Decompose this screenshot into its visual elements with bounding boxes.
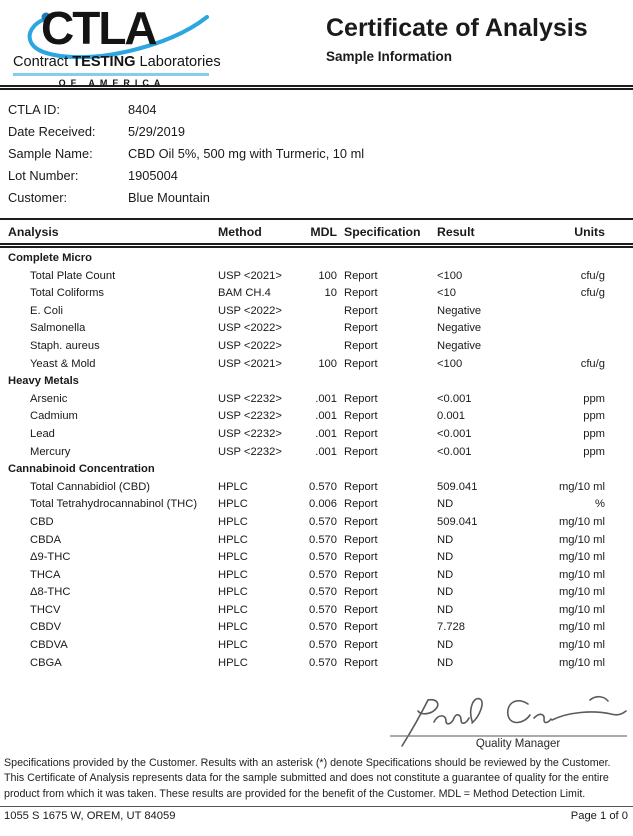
field-value: 1905004 (128, 168, 178, 183)
cell-spec: Report (344, 603, 378, 616)
cell-mdl: 0.570 (309, 533, 337, 546)
cell-result: ND (437, 551, 454, 564)
cell-analysis: Total Coliforms (30, 287, 104, 300)
lab-address: 1055 S 1675 W, OREM, UT 84059 (4, 810, 176, 822)
cell-result: 0.001 (437, 410, 465, 423)
cell-spec: Report (344, 586, 378, 599)
cell-result: 509.041 (437, 515, 478, 528)
cell-units: mg/10 ml (558, 551, 605, 564)
cell-analysis: Cadmium (30, 410, 78, 423)
cell-result: ND (437, 586, 454, 599)
cell-mdl: 0.570 (309, 480, 337, 493)
table-row (0, 655, 633, 673)
cell-analysis: Yeast & Mold (30, 357, 96, 370)
cell-method: HPLC (218, 498, 248, 511)
table-row (0, 303, 633, 321)
cell-analysis: CBGA (30, 656, 62, 669)
cell-analysis: Salmonella (30, 322, 86, 335)
sample-info-row (8, 99, 628, 121)
cell-spec: Report (344, 480, 378, 493)
col-header-analysis: Analysis (8, 225, 59, 239)
table-body (0, 250, 633, 672)
page-subtitle: Sample Information (326, 49, 453, 64)
cell-spec: Report (344, 445, 378, 458)
cell-method: USP <2022> (218, 322, 282, 335)
footer-divider (0, 806, 633, 807)
cell-spec: Report (344, 515, 378, 528)
cell-method: USP <2232> (218, 392, 282, 405)
table-row (0, 584, 633, 602)
cell-analysis: CBDA (30, 533, 62, 546)
cell-units: mg/10 ml (558, 621, 605, 634)
col-header-method: Method (218, 225, 262, 239)
cell-units: ppm (583, 410, 605, 423)
field-value: 5/29/2019 (128, 124, 185, 139)
table-row (0, 285, 633, 303)
cell-units: mg/10 ml (558, 568, 605, 581)
cell-units: mg/10 ml (558, 639, 605, 652)
tagline-pre: Contract (13, 54, 73, 70)
field-label: CTLA ID: (8, 102, 60, 117)
cell-mdl: 0.570 (309, 515, 337, 528)
cell-units: cfu/g (580, 357, 605, 370)
field-value: 8404 (128, 102, 157, 117)
table-section-row (0, 461, 633, 479)
cell-result: ND (437, 568, 454, 581)
cell-method: USP <2022> (218, 304, 282, 317)
cell-analysis: Arsenic (30, 392, 68, 405)
cell-analysis: Lead (30, 427, 55, 440)
cell-mdl: 0.570 (309, 621, 337, 634)
cell-units: mg/10 ml (558, 480, 605, 493)
cell-units: ppm (583, 392, 605, 405)
cell-mdl: 0.570 (309, 639, 337, 652)
cell-result: <0.001 (437, 445, 472, 458)
cell-spec: Report (344, 551, 378, 564)
cell-method: HPLC (218, 639, 248, 652)
cell-analysis: Total Tetrahydrocannabinol (THC) (30, 498, 198, 511)
cell-result: Negative (437, 339, 482, 352)
tagline-post: Laboratories (135, 54, 221, 70)
table-row (0, 356, 633, 374)
cell-spec: Report (344, 392, 378, 405)
cell-mdl: 0.006 (309, 498, 337, 511)
table-section-row (0, 250, 633, 268)
field-value: CBD Oil 5%, 500 mg with Turmeric, 10 ml (128, 146, 365, 161)
cell-method: USP <2232> (218, 427, 282, 440)
col-header-result: Result (437, 225, 475, 239)
cell-mdl: 100 (318, 357, 337, 370)
field-label: Customer: (8, 190, 68, 205)
cell-mdl: .001 (315, 445, 337, 458)
cell-spec: Report (344, 410, 378, 423)
cell-analysis: Complete Micro (8, 252, 92, 264)
cell-analysis: E. Coli (30, 304, 63, 317)
cell-method: USP <2021> (218, 269, 282, 282)
table-section-row (0, 373, 633, 391)
cell-result: ND (437, 533, 454, 546)
cell-method: HPLC (218, 515, 248, 528)
cell-method: HPLC (218, 480, 248, 493)
field-label: Lot Number: (8, 168, 79, 183)
cell-spec: Report (344, 621, 378, 634)
cell-method: HPLC (218, 656, 248, 669)
cell-spec: Report (344, 304, 378, 317)
cell-result: <10 (437, 287, 456, 300)
cell-method: HPLC (218, 603, 248, 616)
table-row (0, 391, 633, 409)
cell-spec: Report (344, 287, 378, 300)
tagline-bold: TESTING (72, 54, 136, 70)
table-row (0, 320, 633, 338)
cell-units: mg/10 ml (558, 533, 605, 546)
table-row (0, 408, 633, 426)
cell-units: ppm (583, 427, 605, 440)
cell-units: % (595, 498, 605, 511)
table-row (0, 567, 633, 585)
table-row (0, 602, 633, 620)
cell-analysis: Δ8-THC (30, 586, 71, 599)
cell-spec: Report (344, 639, 378, 652)
ctla-logo (13, 2, 221, 88)
cell-units: mg/10 ml (558, 586, 605, 599)
cell-result: ND (437, 603, 454, 616)
cell-method: HPLC (218, 533, 248, 546)
cell-analysis: THCV (30, 603, 61, 616)
cell-method: USP <2232> (218, 410, 282, 423)
table-row (0, 532, 633, 550)
cell-result: Negative (437, 304, 482, 317)
cell-result: 7.728 (437, 621, 465, 634)
cell-result: <0.001 (437, 427, 472, 440)
cell-method: HPLC (218, 551, 248, 564)
cell-result: <0.001 (437, 392, 472, 405)
cell-result: ND (437, 656, 454, 669)
signature-title: Quality Manager (475, 738, 561, 750)
cell-units: ppm (583, 445, 605, 458)
cell-spec: Report (344, 427, 378, 440)
col-header-units: Units (574, 225, 605, 239)
cell-analysis: Total Plate Count (30, 269, 116, 282)
cell-mdl: 0.570 (309, 586, 337, 599)
cell-spec: Report (344, 656, 378, 669)
cell-result: 509.041 (437, 480, 478, 493)
cell-analysis: Heavy Metals (8, 375, 79, 388)
cell-analysis: Total Cannabidiol (CBD) (30, 480, 151, 493)
cell-result: <100 (437, 357, 463, 370)
cell-result: ND (437, 498, 454, 511)
cell-mdl: 0.570 (309, 603, 337, 616)
col-header-mdl: MDL (310, 225, 337, 239)
table-row (0, 338, 633, 356)
cell-result: Negative (437, 322, 482, 335)
cell-method: HPLC (218, 621, 248, 634)
cell-mdl: 0.570 (309, 656, 337, 669)
page-number: Page 1 of 0 (570, 810, 628, 822)
logo-tagline (13, 54, 221, 70)
cell-units: mg/10 ml (558, 656, 605, 669)
cell-method: USP <2232> (218, 445, 282, 458)
table-row (0, 268, 633, 286)
cell-analysis: Δ9-THC (30, 551, 71, 564)
cell-units: cfu/g (580, 269, 605, 282)
cell-spec: Report (344, 533, 378, 546)
table-row (0, 479, 633, 497)
sample-info-row (8, 187, 628, 209)
cell-analysis: Staph. aureus (30, 339, 100, 352)
field-label: Sample Name: (8, 146, 93, 161)
table-row (0, 637, 633, 655)
cell-spec: Report (344, 357, 378, 370)
signature-block (368, 690, 630, 760)
sample-info-row (8, 143, 628, 165)
cell-spec: Report (344, 568, 378, 581)
cell-mdl: 0.570 (309, 568, 337, 581)
cell-analysis: CBDVA (30, 639, 68, 652)
cell-spec: Report (344, 322, 378, 335)
sample-info-row (8, 165, 628, 187)
field-label: Date Received: (8, 124, 96, 139)
cell-units: cfu/g (580, 287, 605, 300)
table-row (0, 444, 633, 462)
cell-analysis: CBDV (30, 621, 62, 634)
cell-method: BAM CH.4 (218, 287, 271, 300)
page-title: Certificate of Analysis (326, 14, 588, 42)
cell-analysis: THCA (30, 568, 61, 581)
cell-mdl: .001 (315, 410, 337, 423)
table-row (0, 514, 633, 532)
table-row (0, 426, 633, 444)
disclaimer-text: Specifications provided by the Customer. Results with an asterisk (*) denote Specifications should be reviewed by the Customer. This Certificate of Analysis represents data for the sample submitted and does not constitute a guarantee of quality for the entire product from which it was taken. These results are provided for the benefit of the Customer. MDL = Method Detection Limit. (4, 757, 611, 800)
col-header-specification: Specification (344, 225, 421, 239)
logo-acronym: CTLA (41, 2, 156, 54)
cell-units: mg/10 ml (558, 515, 605, 528)
table-header-divider (0, 243, 633, 248)
cell-analysis: CBD (30, 515, 54, 528)
cell-analysis: Mercury (30, 445, 71, 458)
cell-mdl: .001 (315, 427, 337, 440)
cell-mdl: 100 (318, 269, 337, 282)
header-divider (0, 85, 633, 90)
cell-method: HPLC (218, 586, 248, 599)
table-row (0, 496, 633, 514)
field-value: Blue Mountain (128, 190, 210, 205)
cell-analysis: Cannabinoid Concentration (8, 463, 155, 476)
cell-mdl: 10 (324, 287, 337, 300)
cell-mdl: .001 (315, 392, 337, 405)
logo-divider (13, 73, 209, 76)
table-top-rule (0, 218, 633, 220)
cell-units: mg/10 ml (558, 603, 605, 616)
table-header-row (0, 223, 633, 241)
cell-spec: Report (344, 339, 378, 352)
sample-info-section (8, 99, 628, 209)
cell-mdl: 0.570 (309, 551, 337, 564)
cell-result: ND (437, 639, 454, 652)
cell-result: <100 (437, 269, 463, 282)
cell-spec: Report (344, 269, 378, 282)
page-footer (0, 810, 633, 828)
table-row (0, 549, 633, 567)
logo-of-america: OF AMERICA (58, 78, 166, 88)
sample-info-row (8, 121, 628, 143)
cell-method: USP <2021> (218, 357, 282, 370)
cell-method: HPLC (218, 568, 248, 581)
table-row (0, 619, 633, 637)
cell-method: USP <2022> (218, 339, 282, 352)
cell-spec: Report (344, 498, 378, 511)
